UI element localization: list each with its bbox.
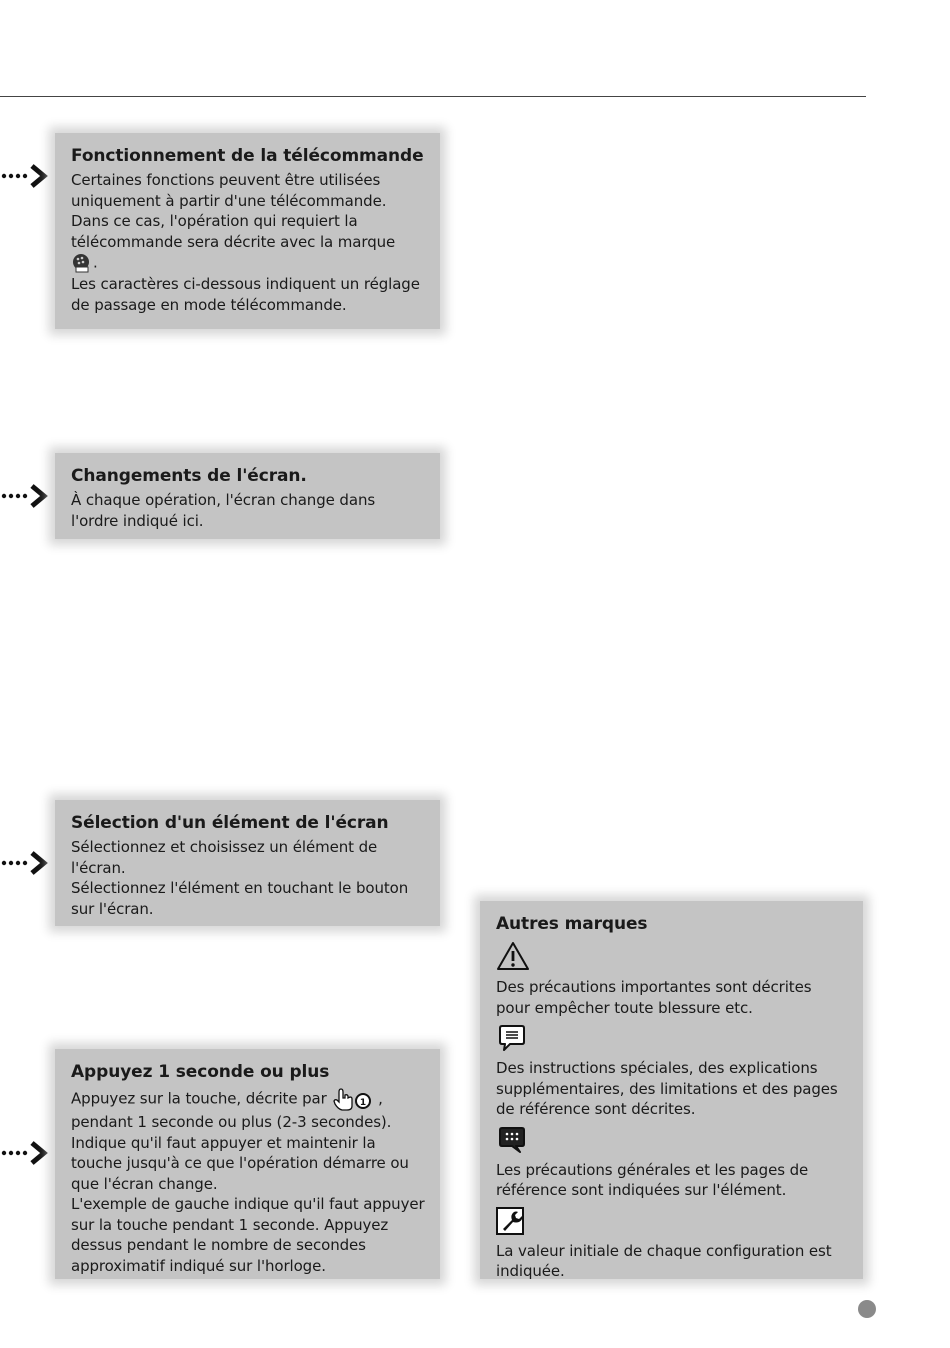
dotted-arrow-icon xyxy=(0,849,54,877)
select-item-box xyxy=(55,800,440,926)
header-rule xyxy=(0,96,866,97)
section-text: Certaines fonctions peuvent être utilisées uniquement à partir d'une télécommande. Dans ce cas, l'opération qui requiert la télécommande sera décrite avec la marque xyxy=(71,171,396,251)
section-title: Autres marques xyxy=(496,914,648,934)
section-text: L'exemple de gauche indique qu'il faut appuyer sur la touche pendant 1 seconde. Appuyez dessus pendant le nombre de secondes approximatif indiqué sur l'horloge. xyxy=(71,1195,425,1275)
section-text: Appuyez sur la touche, décrite par xyxy=(71,1089,327,1108)
general-text: Les précautions générales et les pages de référence sont indiquées sur l'élément. xyxy=(496,1160,809,1199)
remote-control-icon xyxy=(71,252,93,274)
dotted-arrow-icon xyxy=(0,482,54,510)
general-bubble-icon xyxy=(496,1126,528,1154)
svg-text:1: 1 xyxy=(360,1098,367,1108)
section-text: Indique qu'il faut appuyer et maintenir la touche jusqu'à ce que l'opération démarre ou que l'écran change. xyxy=(71,1133,409,1193)
warning-icon xyxy=(496,941,530,971)
section-text: Sélectionnez l'élément en touchant le bouton sur l'écran. xyxy=(71,879,409,918)
section-text: Les caractères ci-dessous indiquent un réglage de passage en mode télécommande. xyxy=(71,275,420,314)
note-text: Des instructions spéciales, des explications supplémentaires, des limitations et des pages de référence sont décrites. xyxy=(496,1059,838,1118)
section-text: , pendant 1 seconde ou plus (2-3 secondes). xyxy=(71,1089,392,1131)
section-title: Appuyez 1 seconde ou plus xyxy=(71,1062,330,1082)
note-bubble-icon xyxy=(496,1024,528,1052)
screen-change-box xyxy=(55,453,440,539)
page-marker xyxy=(858,1300,876,1318)
setting-text: La valeur initiale de chaque configuration est indiquée. xyxy=(496,1241,832,1280)
section-text: À chaque opération, l'écran change dans l'ordre indiqué ici. xyxy=(71,491,376,530)
press-hold-box xyxy=(55,1049,440,1279)
section-title: Fonctionnement de la télécommande xyxy=(71,146,424,166)
section-title: Changements de l'écran. xyxy=(71,466,307,486)
remote-control-box: Fonctionnement de la télécommande Certaines fonctions peuvent être utilisées uniquement à partir d'une télécommande. Dans ce cas, l'opération qui requiert la télécommande sera décrite avec la marque . Les caractères ci-dessous indiquent un réglage de passage en mode télécommande. xyxy=(55,133,440,329)
dotted-arrow-icon xyxy=(0,1139,54,1167)
warning-text: Des précautions importantes sont décrites pour empêcher toute blessure etc. xyxy=(496,978,812,1017)
dotted-arrow-icon xyxy=(0,162,54,190)
other-marks-box xyxy=(480,901,863,1279)
wrench-icon xyxy=(496,1207,526,1235)
section-text: Sélectionnez et choisissez un élément de l'écran. xyxy=(71,838,378,877)
hand-clock-icon xyxy=(331,1086,373,1112)
section-title: Sélection d'un élément de l'écran xyxy=(71,813,389,833)
